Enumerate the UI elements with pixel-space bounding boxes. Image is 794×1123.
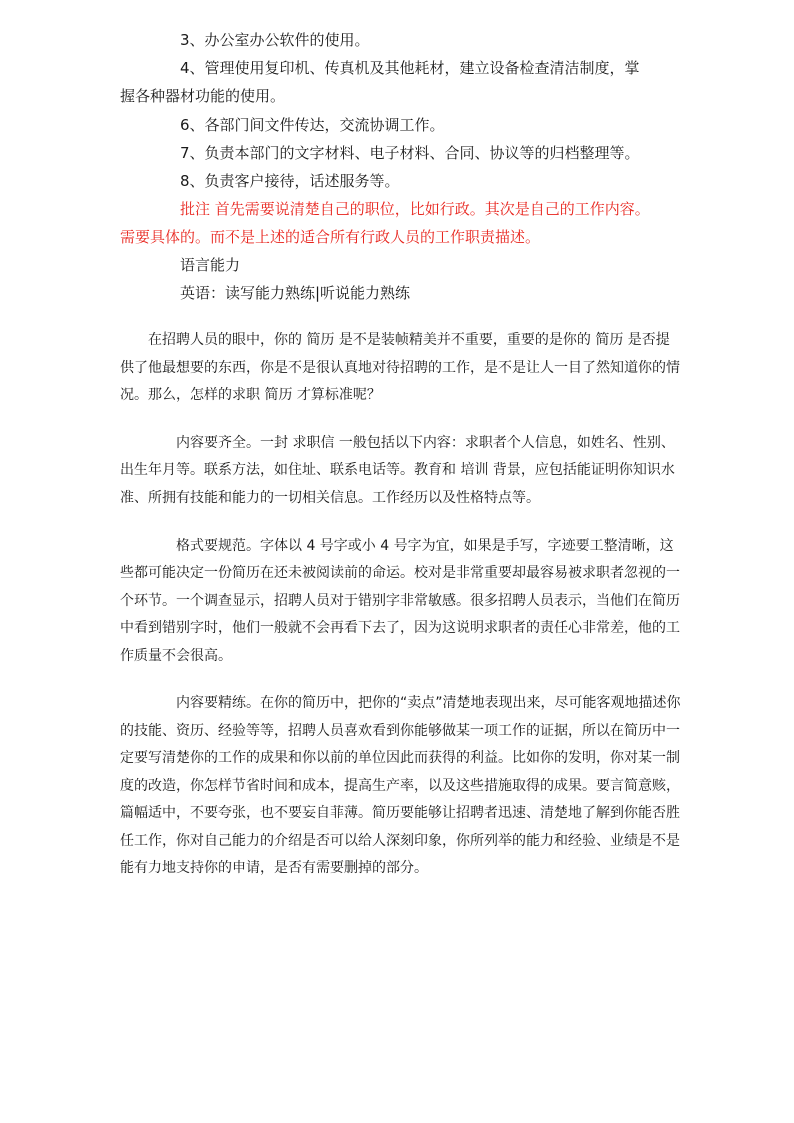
para-intro-line-2: 供了他最想要的东西，你是不是很认真地对待招聘的工作，是不是让人一目了然知道你的情 — [120, 360, 680, 376]
para-content-line-2: 出生年月等。联系方法，如住址、联系电话等。教育和 培训 背景，应包括能证明你知识水 — [120, 462, 675, 478]
para-content-line-1: 内容要齐全。一封 求职信 一般包括以下内容：求职者个人信息，如姓名、性别、 — [176, 435, 675, 451]
duty-item-7: 7、负责本部门的文字材料、电子材料、合同、协议等的归档整理等。 — [180, 144, 640, 162]
para-intro-line-1: 在招聘人员的眼中，你的 简历 是不是装帧精美并不重要，重要的是你的 简历 是否提 — [148, 332, 670, 348]
para-format-line-3: 个环节。一个调查显示，招聘人员对于错别字非常敏感。很多招聘人员表示，当他们在简历 — [120, 593, 680, 609]
para-concise-line-4: 度的改造，你怎样节省时间和成本，提高生产率，以及这些措施取得的成果。要言简意赅， — [120, 778, 680, 794]
duty-item-3: 3、办公室办公软件的使用。 — [180, 31, 370, 49]
para-concise-line-7: 能有力地支持你的申请，是否有需要删掉的部分。 — [120, 860, 428, 876]
para-format-line-2: 些都可能决定一份简历在还未被阅读前的命运。校对是非常重要却最容易被求职者忽视的一 — [120, 565, 680, 581]
para-format-line-5: 作质量不会很高。 — [120, 648, 232, 664]
para-format-line-4: 中看到错别字时，他们一般就不会再看下去了，因为这说明求职者的责任心非常差，他的工 — [120, 620, 680, 636]
language-heading: 语言能力 — [180, 256, 241, 274]
para-content-line-3: 准、所拥有技能和能力的一切相关信息。工作经历以及性格特点等。 — [120, 490, 540, 506]
duty-item-8: 8、负责客户接待，话述服务等。 — [180, 172, 400, 190]
annotation-line-1: 批注 首先需要说清楚自己的职位，比如行政。其次是自己的工作内容。 — [180, 200, 650, 218]
duty-item-4-line-1: 4、管理使用复印机、传真机及其他耗材，建立设备检查清洁制度，掌 — [180, 59, 640, 77]
para-concise-line-1: 内容要精练。在你的简历中，把你的“卖点”清楚地表现出来，尽可能客观地描述你 — [176, 695, 681, 711]
para-concise-line-5: 篇幅适中，不要夸张，也不要妄自菲薄。简历要能够让招聘者迅速、清楚地了解到你能否胜 — [120, 805, 680, 821]
para-intro-line-3: 况。那么，怎样的求职 简历 才算标准呢？ — [120, 387, 381, 403]
para-concise-line-2: 的技能、资历、经验等等，招聘人员喜欢看到你能够做某一项工作的证据，所以在简历中一 — [120, 723, 680, 739]
para-concise-line-6: 任工作，你对自己能力的介绍是否可以给人深刻印象，你所列举的能力和经验、业绩是不是 — [120, 833, 680, 849]
duty-item-6: 6、各部门间文件传达，交流协调工作。 — [180, 116, 445, 134]
annotation-line-2: 需要具体的。而不是上述的适合所有行政人员的工作职责描述。 — [120, 228, 541, 246]
para-concise-line-3: 定要写清楚你的工作的成果和你以前的单位因此而获得的利益。比如你的发明，你对某一制 — [120, 750, 680, 766]
duty-item-4-line-2: 握各种器材功能的使用。 — [120, 87, 286, 105]
para-format-line-1: 格式要规范。字体以 4 号字或小 4 号字为宜，如果是手写，字迹要工整清晰，这 — [176, 538, 674, 554]
language-english: 英语：读写能力熟练|听说能力熟练 — [180, 284, 411, 302]
